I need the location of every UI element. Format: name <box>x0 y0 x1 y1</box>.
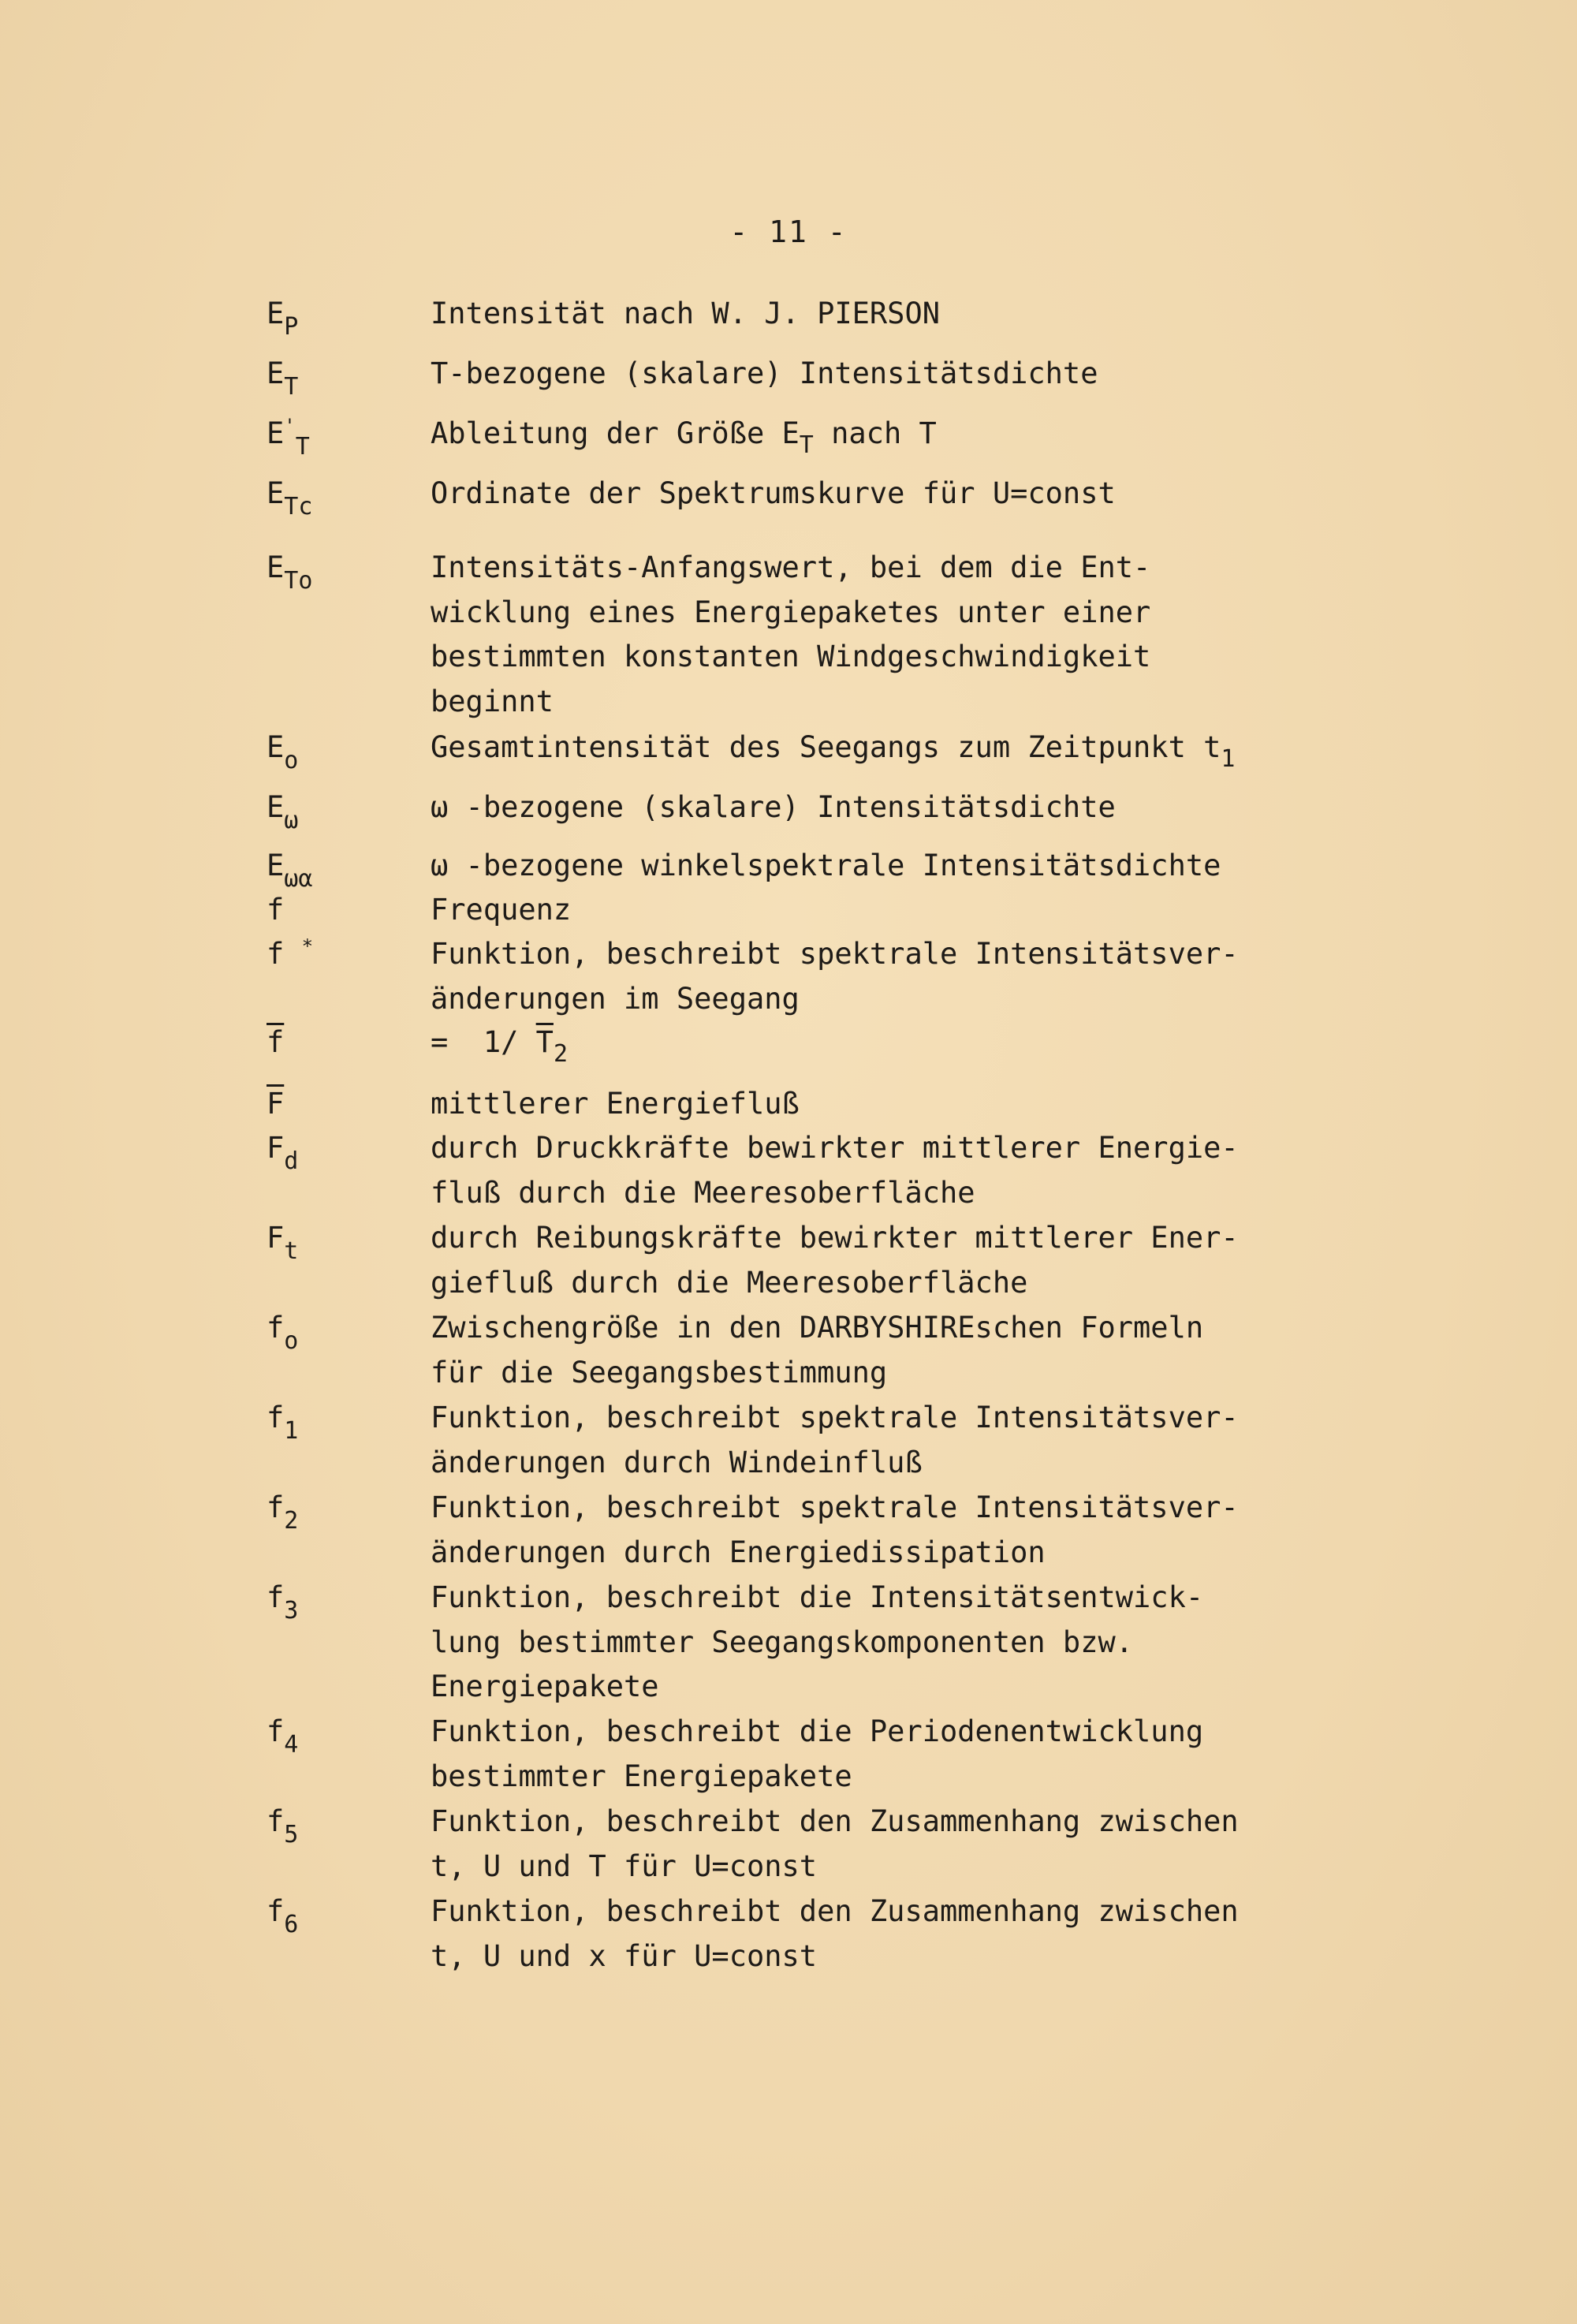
symbol: $E_\omega$ <box>267 790 299 834</box>
symbol: $f_4$ <box>267 1714 299 1759</box>
page-number: - 11 - <box>729 214 848 249</box>
definition: Funktion, beschreibt spektrale Intensitätsver- änderungen durch Energiedissipation <box>431 1490 1239 1569</box>
symbol: $E_{\omega\alpha}$ <box>267 849 313 893</box>
symbol: $E_{Tc}$ <box>267 476 313 520</box>
symbol: f * <box>267 935 314 971</box>
definition: Intensität nach W. J. PIERSON <box>431 297 941 330</box>
definition: Zwischengröße in den DARBYSHIREschen Formeln für die Seegangsbestimmung <box>431 1311 1204 1390</box>
symbol: $f_1$ <box>267 1401 299 1445</box>
definition: Funktion, beschreibt die Periodenentwicklung bestimmter Energiepakete <box>431 1714 1204 1793</box>
symbol: $f_3$ <box>267 1580 299 1625</box>
symbol: $f_5$ <box>267 1804 299 1848</box>
symbol: $f_6$ <box>267 1894 299 1938</box>
definition: Ableitung der Größe $E_T$ nach T <box>431 416 937 459</box>
definition: Ordinate der Spektrumskurve für U=const <box>431 476 1116 510</box>
definition: Gesamtintensität des Seegangs zum Zeitpunkt $t_1$ <box>431 730 1236 773</box>
definition: Funktion, beschreibt den Zusammenhang zwischen t, U und x für U=const <box>431 1894 1239 1973</box>
definition: mittlerer Energiefluß <box>431 1087 800 1121</box>
definition: Funktion, beschreibt den Zusammenhang zwischen t, U und T für U=const <box>431 1804 1239 1883</box>
definition: durch Druckkräfte bewirkter mittlerer Energie- fluß durch die Meeresoberfläche <box>431 1131 1239 1210</box>
symbol: $F_d$ <box>267 1131 299 1175</box>
symbol: $F_t$ <box>267 1221 299 1265</box>
symbol: f <box>267 893 285 927</box>
definition: = 1/ $\overline{T}_2$ <box>431 1025 568 1068</box>
symbol: $E_{To}$ <box>267 550 313 595</box>
symbol: $E_P$ <box>267 297 299 341</box>
symbol: $E'_T$ <box>267 415 310 461</box>
definition: Frequenz <box>431 893 572 927</box>
definition: T-bezogene (skalare) Intensitätsdichte <box>431 356 1098 390</box>
definition: Funktion, beschreibt spektrale Intensitätsver- änderungen durch Windeinfluß <box>431 1401 1239 1479</box>
definition: durch Reibungskräfte bewirkter mittlerer Ener- giefluß durch die Meeresoberfläche <box>431 1221 1239 1300</box>
symbol: $E_o$ <box>267 730 299 774</box>
definition: Funktion, beschreibt die Intensitätsentwick- lung bestimmter Seegangskomponenten bzw. Energiepakete <box>431 1580 1204 1703</box>
symbol: $E_T$ <box>267 356 299 401</box>
definition: ω -bezogene winkelspektrale Intensitätsdichte <box>431 849 1221 882</box>
symbol: $f_2$ <box>267 1490 299 1535</box>
definition: Funktion, beschreibt spektrale Intensitätsver- änderungen im Seegang <box>431 937 1239 1016</box>
definition: Intensitäts-Anfangswert, bei dem die Ent- wicklung eines Energiepaketes unter einer bestimmten konstanten Windgeschwindigkeit beginnt <box>431 550 1151 718</box>
definition: ω -bezogene (skalare) Intensitätsdichte <box>431 790 1116 824</box>
symbol: $f_o$ <box>267 1311 299 1355</box>
symbol: $\overline{F}$ <box>267 1087 285 1121</box>
symbol: $\overline{f}$ <box>267 1025 285 1059</box>
